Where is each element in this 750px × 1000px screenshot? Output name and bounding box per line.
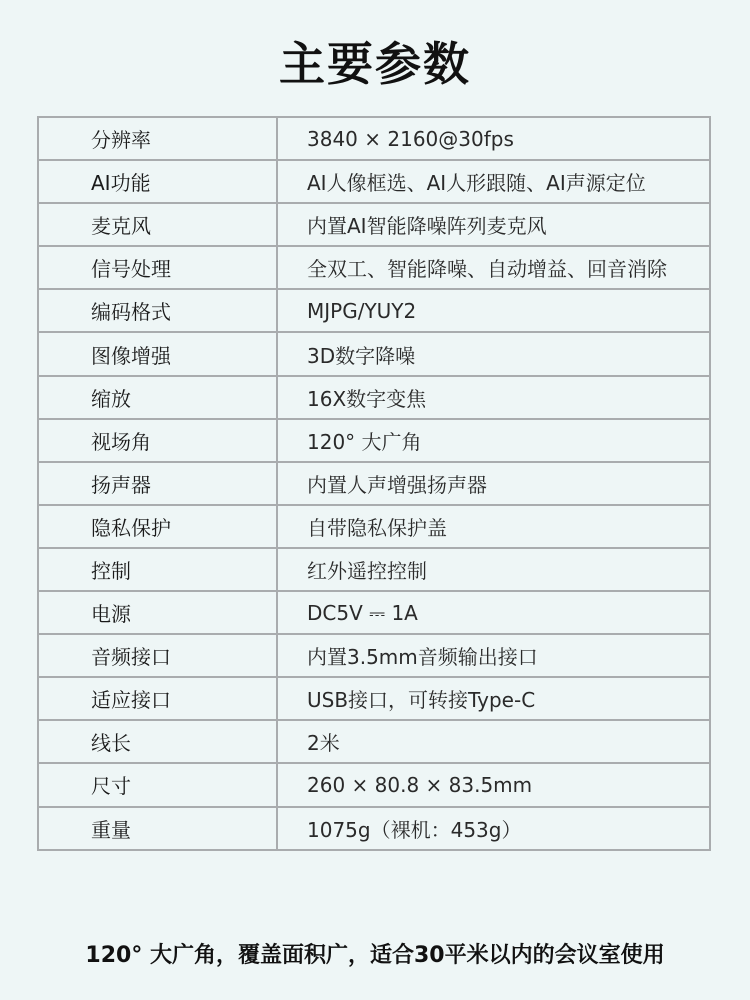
spec-key: 电源 <box>38 591 277 634</box>
spec-value: 1075g（裸机：453g） <box>277 807 710 850</box>
spec-row <box>38 807 710 850</box>
spec-row <box>38 591 710 634</box>
spec-row <box>38 289 710 332</box>
spec-key: 音频接口 <box>38 634 277 677</box>
spec-value: 16X数字变焦 <box>277 376 710 419</box>
spec-key: 编码格式 <box>38 289 277 332</box>
spec-row <box>38 376 710 419</box>
spec-value: 260 × 80.8 × 83.5mm <box>277 763 710 806</box>
spec-key: 隐私保护 <box>38 505 277 548</box>
spec-key: 缩放 <box>38 376 277 419</box>
spec-key: 扬声器 <box>38 462 277 505</box>
spec-row <box>38 720 710 763</box>
spec-value: 红外遥控控制 <box>277 548 710 591</box>
spec-row <box>38 634 710 677</box>
spec-key: 适应接口 <box>38 677 277 720</box>
spec-value: AI人像框选、AI人形跟随、AI声源定位 <box>277 160 710 203</box>
spec-table-body <box>38 117 710 850</box>
spec-row <box>38 203 710 246</box>
spec-value: DC5V ⎓ 1A <box>277 591 710 634</box>
spec-value: 全双工、智能降噪、自动增益、回音消除 <box>277 246 710 289</box>
spec-value: 内置3.5mm音频输出接口 <box>277 634 710 677</box>
spec-value: 3840 × 2160@30fps <box>277 117 710 160</box>
spec-value: 3D数字降噪 <box>277 332 710 375</box>
spec-key: 分辨率 <box>38 117 277 160</box>
spec-value: MJPG/YUY2 <box>277 289 710 332</box>
spec-row <box>38 505 710 548</box>
spec-row <box>38 332 710 375</box>
spec-row <box>38 419 710 462</box>
spec-value: 120° 大广角 <box>277 419 710 462</box>
spec-value: 2米 <box>277 720 710 763</box>
spec-row <box>38 677 710 720</box>
spec-key: 麦克风 <box>38 203 277 246</box>
spec-key: 控制 <box>38 548 277 591</box>
spec-row <box>38 246 710 289</box>
spec-value: USB接口，可转接Type-C <box>277 677 710 720</box>
spec-key: 图像增强 <box>38 332 277 375</box>
page-title: 主要参数 <box>279 37 471 91</box>
spec-row <box>38 462 710 505</box>
spec-key: 重量 <box>38 807 277 850</box>
spec-table <box>37 116 711 851</box>
spec-key: AI功能 <box>38 160 277 203</box>
spec-row <box>38 160 710 203</box>
spec-key: 线长 <box>38 720 277 763</box>
spec-key: 视场角 <box>38 419 277 462</box>
spec-row <box>38 548 710 591</box>
spec-value: 自带隐私保护盖 <box>277 505 710 548</box>
spec-value: 内置人声增强扬声器 <box>277 462 710 505</box>
spec-value: 内置AI智能降噪阵列麦克风 <box>277 203 710 246</box>
footer-caption: 120° 大广角，覆盖面积广，适合30平米以内的会议室使用 <box>85 943 665 968</box>
spec-key: 尺寸 <box>38 763 277 806</box>
spec-key: 信号处理 <box>38 246 277 289</box>
spec-row <box>38 763 710 806</box>
spec-row <box>38 117 710 160</box>
